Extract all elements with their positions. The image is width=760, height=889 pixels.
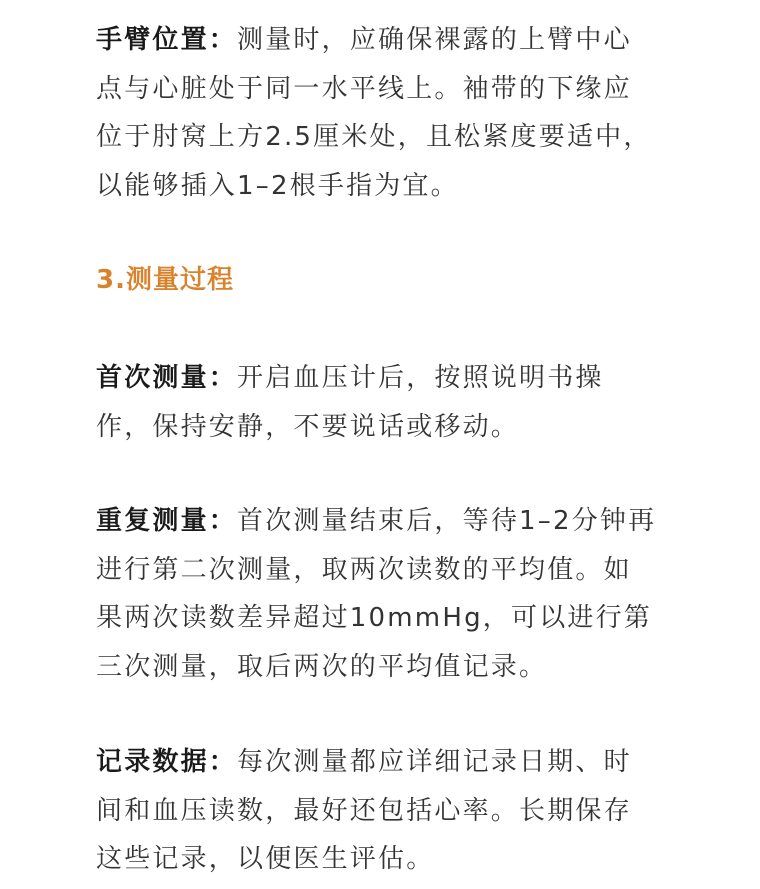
repeat-measurement-line-1 [96, 497, 656, 546]
paragraph-repeat-measurement [96, 497, 656, 691]
arm-position-line-1 [96, 16, 652, 65]
record-data-line-1 [96, 738, 632, 787]
record-data-text-1: 每次测量都应详细记录日期、时 [237, 747, 632, 777]
first-measurement-line-2: 作，保持安静，不要说话或移动。 [96, 411, 520, 442]
first-measurement-text-1: 开启血压计后，按照说明书操 [237, 363, 604, 393]
repeat-measurement-text-1: 首次测量结束后，等待1–2分钟再 [237, 506, 657, 536]
term-repeat-measurement: 重复测量： [96, 506, 238, 536]
repeat-measurement-line-3: 果两次读数差异超过10mmHg，可以进行第 [96, 603, 652, 633]
arm-position-line-2: 点与心脏处于同一水平线上。袖带的下缘应 [96, 73, 632, 104]
term-record-data: 记录数据： [96, 747, 238, 777]
term-arm-position: 手臂位置： [96, 25, 238, 55]
repeat-measurement-line-4: 三次测量，取后两次的平均值记录。 [96, 651, 548, 682]
arm-position-text-1: 测量时，应确保裸露的上臂中心 [237, 25, 632, 55]
arm-position-line-3: 位于肘窝上方2.5厘米处，且松紧度要适中， [96, 122, 652, 152]
record-data-line-2: 间和血压读数，最好还包括心率。长期保存 [96, 795, 632, 826]
repeat-measurement-line-2: 进行第二次测量，取两次读数的平均值。如 [96, 554, 632, 585]
paragraph-record-data [96, 738, 632, 884]
first-measurement-line-1 [96, 354, 604, 403]
paragraph-arm-position [96, 16, 652, 210]
paragraph-first-measurement [96, 354, 604, 451]
arm-position-line-4: 以能够插入1–2根手指为宜。 [96, 170, 459, 201]
section-heading-measurement-process: 3.测量过程 [96, 265, 234, 295]
record-data-line-3: 这些记录，以便医生评估。 [96, 844, 435, 874]
term-first-measurement: 首次测量： [96, 363, 238, 393]
